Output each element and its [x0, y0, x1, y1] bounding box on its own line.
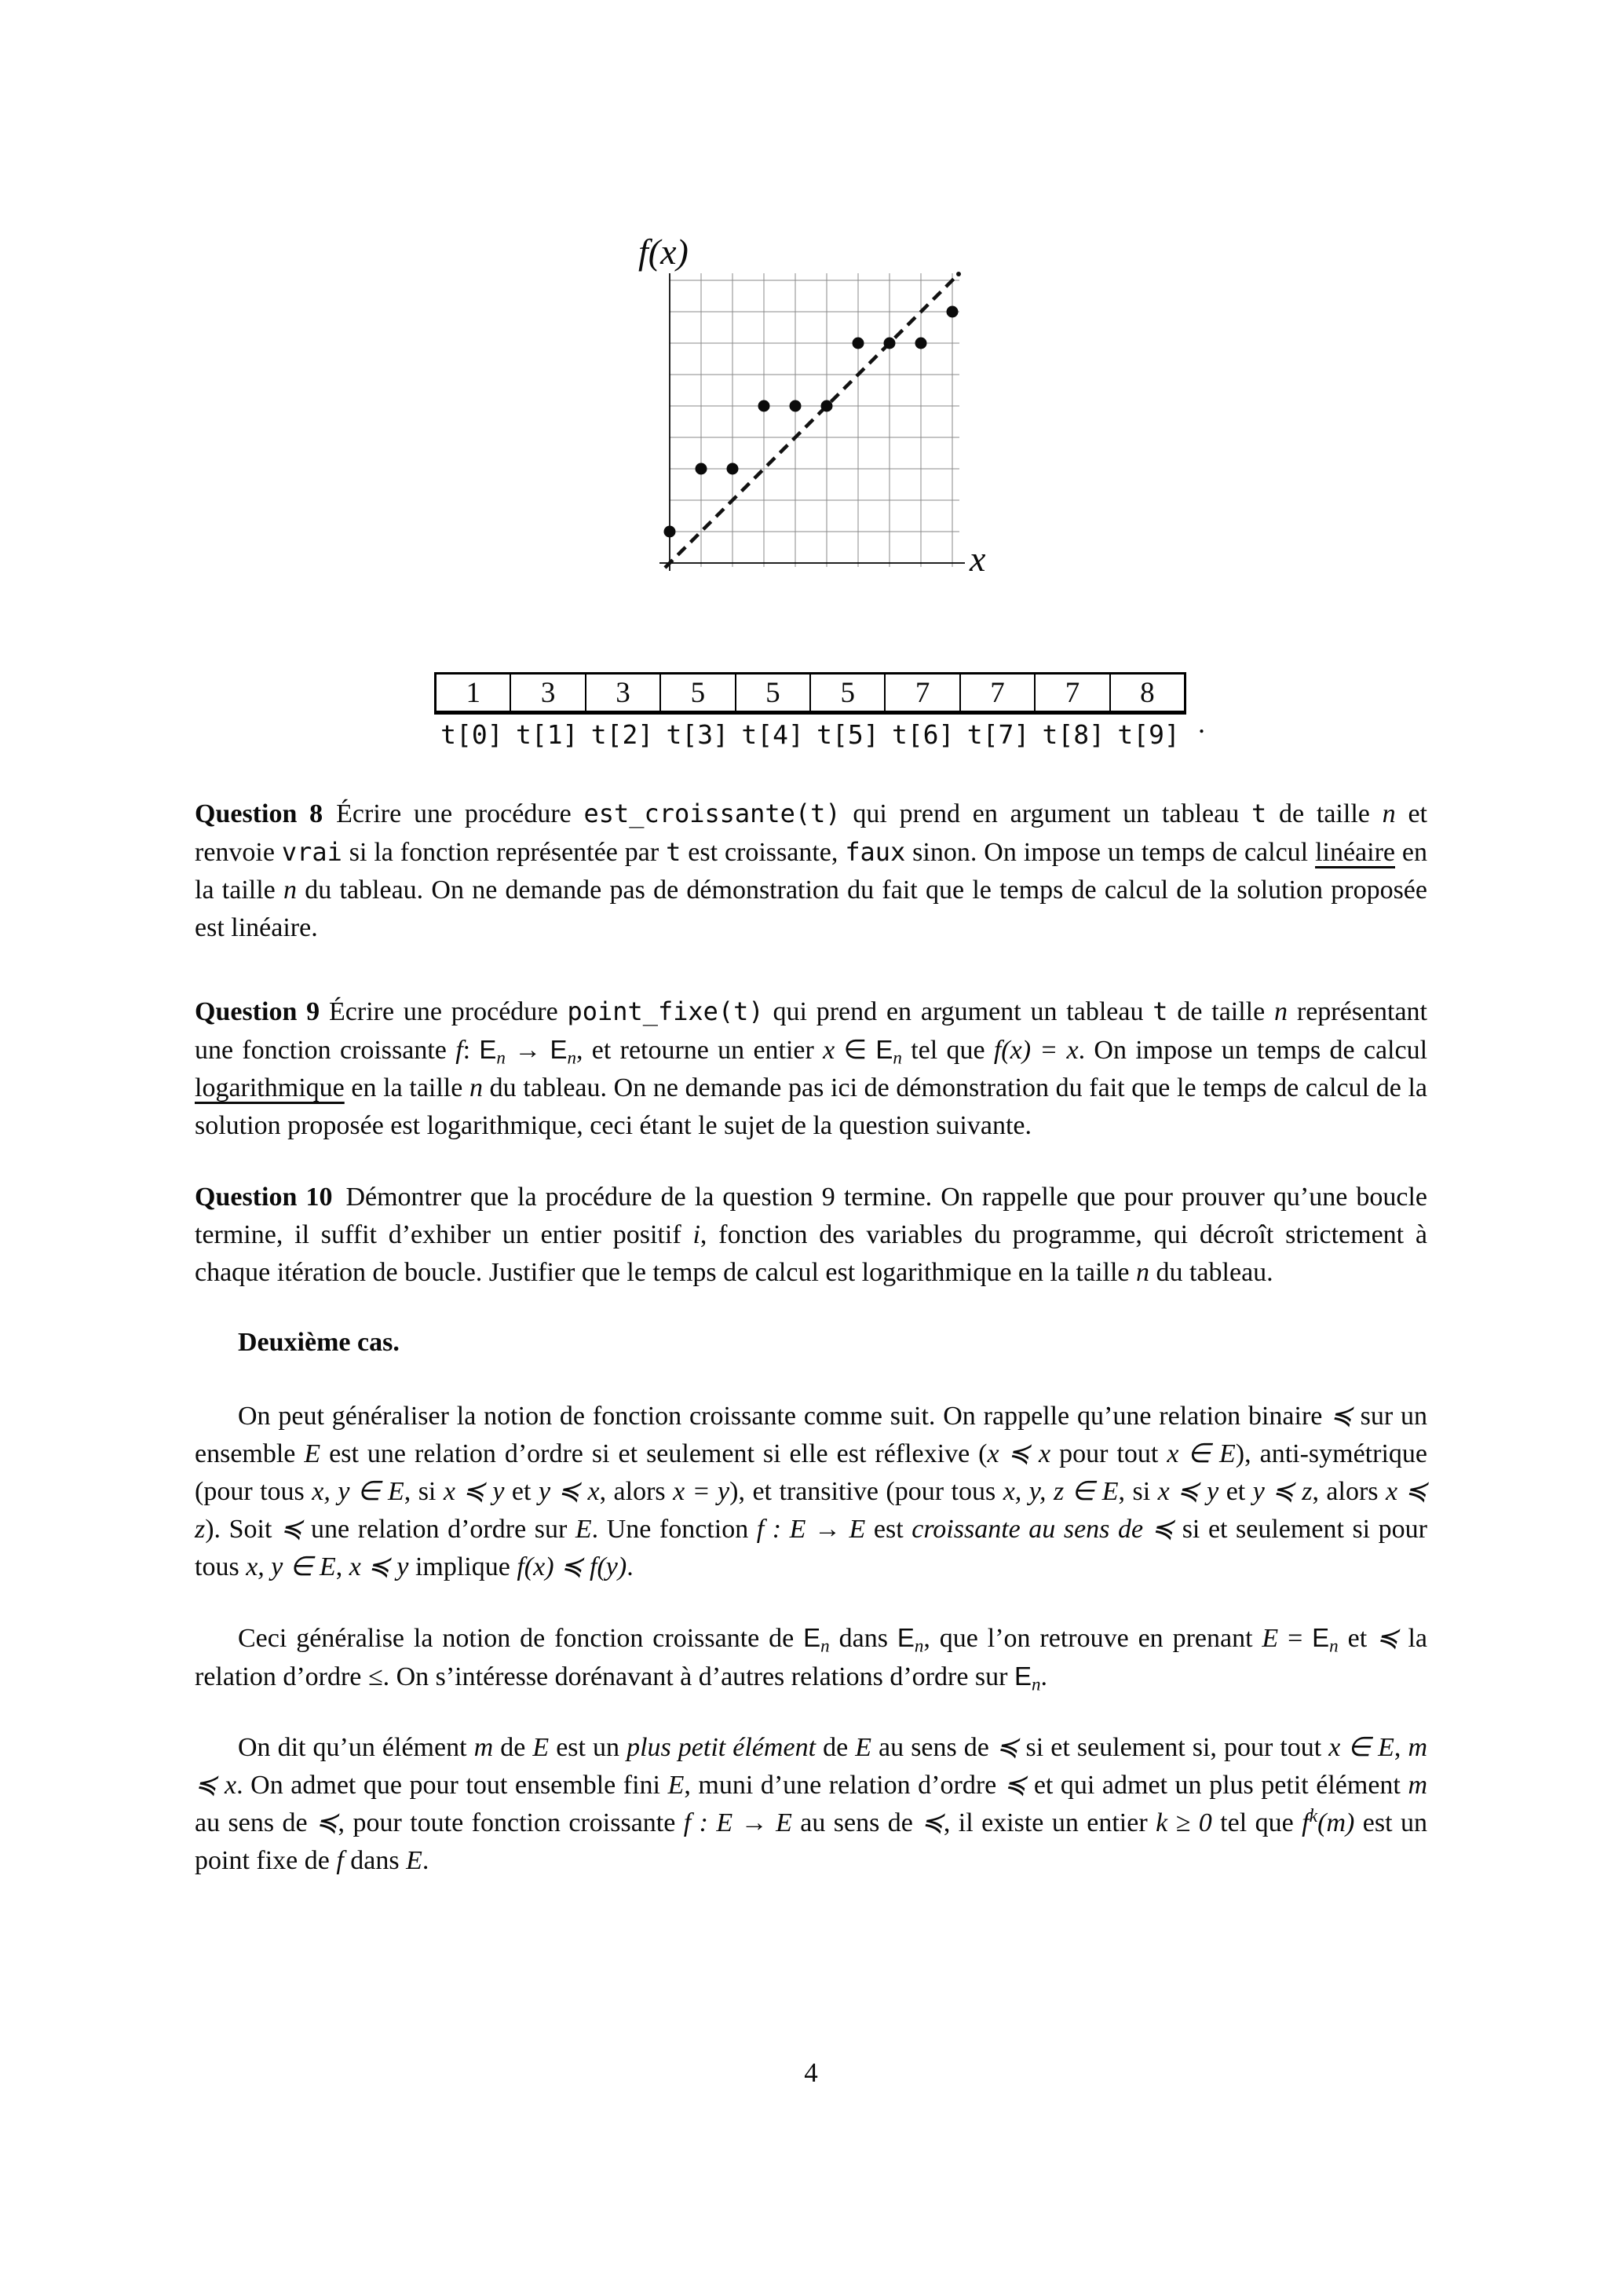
text-segment: de — [816, 1733, 856, 1762]
array-index-label: t[7] — [966, 719, 1030, 750]
text-segment: Question 9 — [195, 997, 320, 1026]
array-value-cell: 1 — [437, 675, 511, 711]
text-segment: linéaire — [1315, 838, 1395, 867]
text-segment: ), et transitive (pour tous — [729, 1477, 1003, 1506]
text-segment: f(x) ≼ f(y) — [517, 1552, 627, 1581]
text-segment: i — [692, 1220, 700, 1249]
text-segment: x, y ∈ E — [312, 1477, 404, 1506]
text-segment: en la taille — [195, 838, 1428, 905]
text-segment: ≼ — [279, 1515, 303, 1544]
text-segment: , et retourne un entier — [576, 1036, 824, 1065]
text-segment: faux — [845, 837, 906, 867]
text-segment: t — [1153, 996, 1168, 1026]
text-segment: → — [505, 1036, 550, 1065]
text-segment: $E_n$ — [875, 1035, 902, 1068]
text-segment: . — [627, 1552, 634, 1581]
identity-line — [665, 276, 957, 568]
text-segment: t — [666, 837, 681, 867]
text-segment: au sens de — [871, 1733, 996, 1762]
text-segment: x ∈ E — [1167, 1439, 1236, 1468]
array-index-label: t[6] — [891, 719, 955, 750]
array-index-label: t[5] — [816, 719, 879, 750]
text-segment: k ≥ 0 — [1156, 1808, 1212, 1837]
text-segment: x ≼ y — [349, 1552, 409, 1581]
section-heading-deuxieme-cas — [195, 1324, 1427, 1362]
text-segment: f(x) = x — [993, 1036, 1079, 1065]
text-segment: tel que — [1211, 1808, 1302, 1837]
text-segment: ≼ — [1330, 1402, 1353, 1431]
text-segment: , pour toute fonction croissante — [338, 1808, 684, 1837]
array-index-label: t[1] — [515, 719, 579, 750]
text-segment: au sens de — [791, 1808, 922, 1837]
text-segment: tel que — [901, 1036, 994, 1065]
data-point — [727, 463, 739, 475]
text-segment: t — [1251, 799, 1267, 828]
question-9-paragraph — [195, 993, 1427, 1145]
text-segment: x, y ∈ E — [246, 1552, 336, 1581]
text-segment: de taille — [1167, 997, 1275, 1026]
text-segment: est — [865, 1515, 912, 1544]
data-point — [758, 400, 770, 412]
text-segment: E — [667, 1771, 685, 1800]
page-number: 4 — [804, 2057, 818, 2088]
text-segment: . On admet que pour tout ensemble fini — [236, 1771, 668, 1800]
text-segment: ≼ — [1376, 1624, 1399, 1653]
text-segment: Question 8 — [195, 799, 323, 828]
text-segment: n — [283, 876, 297, 905]
text-segment: est_croissante(t) — [583, 799, 841, 828]
text-segment: x ≼ x — [987, 1439, 1051, 1468]
text-segment: ≼ — [995, 1733, 1019, 1762]
text-segment: . — [1040, 1662, 1048, 1691]
text-segment: Écrire une procédure — [320, 997, 568, 1026]
text-segment: et — [1338, 1624, 1377, 1653]
function-plot — [632, 226, 1025, 595]
text-segment: f : E → E — [683, 1808, 792, 1837]
array-values-row — [434, 672, 1186, 715]
question-8-paragraph — [195, 795, 1427, 947]
text-segment: m — [1408, 1771, 1427, 1800]
text-segment: en la taille — [344, 1073, 470, 1102]
identity-line-tip-dot — [956, 272, 961, 276]
paragraph-ceci-generalise — [195, 1619, 1427, 1696]
text-segment: E — [406, 1846, 422, 1875]
text-segment: . — [422, 1846, 429, 1875]
data-point — [853, 338, 864, 349]
text-segment: $E_n$ — [1312, 1623, 1339, 1656]
text-segment: x ≼ y — [443, 1477, 505, 1506]
text-segment: est un — [549, 1733, 627, 1762]
array-value-cell: 3 — [511, 675, 586, 711]
text-segment: croissante au sens de — [911, 1515, 1152, 1544]
text-segment: , — [335, 1552, 349, 1581]
text-segment: m — [473, 1733, 494, 1762]
text-segment: . On s’intéresse dorénavant à d’autres relations d’ordre sur — [382, 1662, 1014, 1691]
text-segment: : — [462, 1036, 480, 1065]
text-segment: $E_n$ — [479, 1035, 506, 1068]
text-segment: logarithmique — [195, 1073, 345, 1102]
array-value-cell: 3 — [586, 675, 661, 711]
text-segment: ). Soit — [205, 1515, 280, 1544]
text-segment: Deuxième cas. — [238, 1328, 400, 1357]
text-segment: E — [1262, 1624, 1279, 1653]
array-value-cell: 7 — [1036, 675, 1110, 711]
text-segment: f — [455, 1036, 463, 1065]
text-segment: , que l’on retrouve en prenant — [923, 1624, 1262, 1653]
data-point — [821, 400, 833, 412]
text-segment: f — [336, 1846, 344, 1875]
text-segment: , si — [1118, 1477, 1158, 1506]
text-segment: implique — [408, 1552, 517, 1581]
text-segment: $E_n$ — [1014, 1662, 1041, 1695]
text-segment: de taille — [1266, 799, 1383, 828]
text-segment: du tableau. — [1149, 1258, 1273, 1287]
text-segment: E — [575, 1515, 592, 1544]
text-segment: Démontrer que la procédure de la question 9 termine. On rappelle que pour prouver qu’une boucle termine, il suffit d’exhiber un entier positif — [195, 1183, 1428, 1249]
text-segment: au sens de — [195, 1808, 316, 1837]
text-segment: E — [855, 1733, 871, 1762]
array-value-cell: 7 — [961, 675, 1036, 711]
text-segment: représentant une fonction croissante — [195, 997, 1427, 1065]
array-index-label: t[2] — [590, 719, 654, 750]
text-segment: y ≼ x — [538, 1477, 600, 1506]
text-segment: E — [304, 1439, 321, 1468]
paragraph-generalisation — [195, 1398, 1427, 1586]
text-segment: , alors — [1312, 1477, 1386, 1506]
text-segment: , fonction des variables du programme, qui décroît strictement à chaque itération de boucle. Justifier que le temps de calcul est logarithmique en la taille — [195, 1220, 1427, 1287]
text-segment: ), anti-symétrique (pour tous — [195, 1439, 1427, 1506]
data-point — [915, 338, 927, 349]
text-segment: $E_n$ — [897, 1623, 924, 1656]
text-segment: est croissante, — [681, 838, 846, 867]
array-index-label: t[8] — [1042, 719, 1105, 750]
text-segment: du tableau. On ne demande pas de démonstration du fait que le temps de calcul de la solution proposée est linéaire. — [195, 876, 1427, 942]
data-point — [884, 338, 896, 349]
text-segment: $E_n$ — [550, 1035, 577, 1068]
array-table — [434, 672, 1205, 752]
text-segment: qui prend en argument un tableau — [763, 997, 1153, 1026]
text-segment: n — [1274, 997, 1288, 1026]
text-segment: , si — [404, 1477, 444, 1506]
text-column — [195, 795, 1427, 1880]
array-index-label: t[0] — [440, 719, 503, 750]
text-segment: $E_n$ — [803, 1623, 830, 1656]
text-segment: ≼ — [316, 1808, 338, 1837]
text-segment: si et seulement si pour tous — [195, 1515, 1428, 1581]
text-segment: , muni d’une relation d’ordre — [684, 1771, 1004, 1800]
text-segment: (m) — [1317, 1808, 1355, 1837]
text-segment: et qui admet un plus petit élément — [1026, 1771, 1408, 1800]
text-segment: et renvoie — [195, 799, 1427, 867]
text-segment: x — [823, 1036, 835, 1065]
text-segment: et — [504, 1477, 539, 1506]
text-segment: Ceci généralise la notion de fonction croissante de — [238, 1624, 804, 1653]
table-trailing-period: . — [1198, 707, 1205, 739]
figure-xlabel: x — [970, 539, 986, 579]
text-segment: x, y, z ∈ E — [1003, 1477, 1119, 1506]
text-segment: de — [493, 1733, 533, 1762]
text-segment: est un point fixe de — [195, 1808, 1427, 1875]
array-value-cell: 5 — [811, 675, 886, 711]
text-segment: x ≼ z — [195, 1477, 1428, 1544]
array-value-cell: 5 — [736, 675, 811, 711]
text-segment: ≼ — [1003, 1771, 1027, 1800]
array-value-cell: 8 — [1140, 676, 1155, 709]
text-segment: si et seulement si, pour tout — [1018, 1733, 1329, 1762]
text-segment: , il existe un entier — [943, 1808, 1156, 1837]
paragraph-plus-petit-element — [195, 1729, 1427, 1880]
text-segment: point_fixe(t) — [567, 996, 764, 1026]
text-segment: sur un ensemble — [195, 1402, 1427, 1468]
text-segment: n — [1136, 1258, 1150, 1287]
text-segment: si la fonction représentée par — [342, 838, 667, 867]
array-index-label: t[4] — [741, 719, 804, 750]
text-segment: et — [1218, 1477, 1253, 1506]
text-segment: la relation d’ordre — [195, 1624, 1427, 1691]
data-point — [696, 463, 707, 475]
array-value-cell: 7 — [886, 675, 960, 711]
array-value-cell: 5 — [661, 675, 736, 711]
text-segment: , — [1394, 1733, 1408, 1762]
text-segment: ≼ — [921, 1808, 944, 1837]
text-segment: vrai — [281, 837, 342, 867]
text-segment: m ≼ x — [195, 1733, 1427, 1800]
text-segment: Écrire une procédure — [323, 799, 584, 828]
text-segment: du tableau. On ne demande pas ici de démonstration du fait que le temps de calcul de la solution proposée est logarithmique, ceci étant le sujet de la question suivante. — [195, 1073, 1427, 1140]
question-10-paragraph — [195, 1179, 1427, 1292]
text-segment: est une relation d’ordre si et seulement si elle est réflexive ( — [320, 1439, 988, 1468]
text-segment: x = y — [673, 1477, 730, 1506]
figure-ylabel: f(x) — [638, 232, 689, 272]
array-labels-row — [434, 718, 1186, 752]
data-point — [790, 400, 802, 412]
data-point — [947, 306, 959, 318]
text-segment: dans — [343, 1846, 407, 1875]
text-segment: . On impose un temps de calcul — [1078, 1036, 1428, 1065]
text-segment: = — [1278, 1624, 1313, 1653]
text-segment: ≼ — [1151, 1515, 1174, 1544]
text-segment: ≤ — [367, 1662, 383, 1691]
array-index-label: t[9] — [1117, 719, 1180, 750]
text-segment: une relation d’ordre sur — [302, 1515, 575, 1544]
text-segment: . Une fonction — [591, 1515, 757, 1544]
text-segment: qui prend en argument un tableau — [840, 799, 1251, 828]
text-segment: n — [1382, 799, 1396, 828]
text-segment: , alors — [599, 1477, 674, 1506]
text-segment: x ≼ y — [1157, 1477, 1219, 1506]
text-segment: $f^k$ — [1302, 1806, 1318, 1837]
text-segment: ∈ — [835, 1036, 876, 1065]
text-segment: n — [469, 1073, 484, 1102]
function-figure — [632, 226, 1025, 595]
text-segment: On dit qu’un élément — [238, 1733, 474, 1762]
text-segment: pour tout — [1050, 1439, 1167, 1468]
text-segment: sinon. On impose un temps de calcul — [905, 838, 1316, 867]
text-segment: E — [532, 1733, 550, 1762]
text-segment: f : E → E — [756, 1515, 866, 1544]
array-index-label: t[3] — [666, 719, 729, 750]
data-point — [664, 526, 676, 538]
text-segment: Question 10 — [195, 1183, 333, 1212]
text-segment: plus petit élément — [627, 1733, 816, 1762]
text-segment: On peut généraliser la notion de fonction croissante comme suit. On rappelle qu’une relation binaire — [238, 1402, 1331, 1431]
text-segment: y ≼ z — [1252, 1477, 1313, 1506]
text-segment: x ∈ E — [1328, 1733, 1394, 1762]
text-segment: dans — [829, 1624, 897, 1653]
